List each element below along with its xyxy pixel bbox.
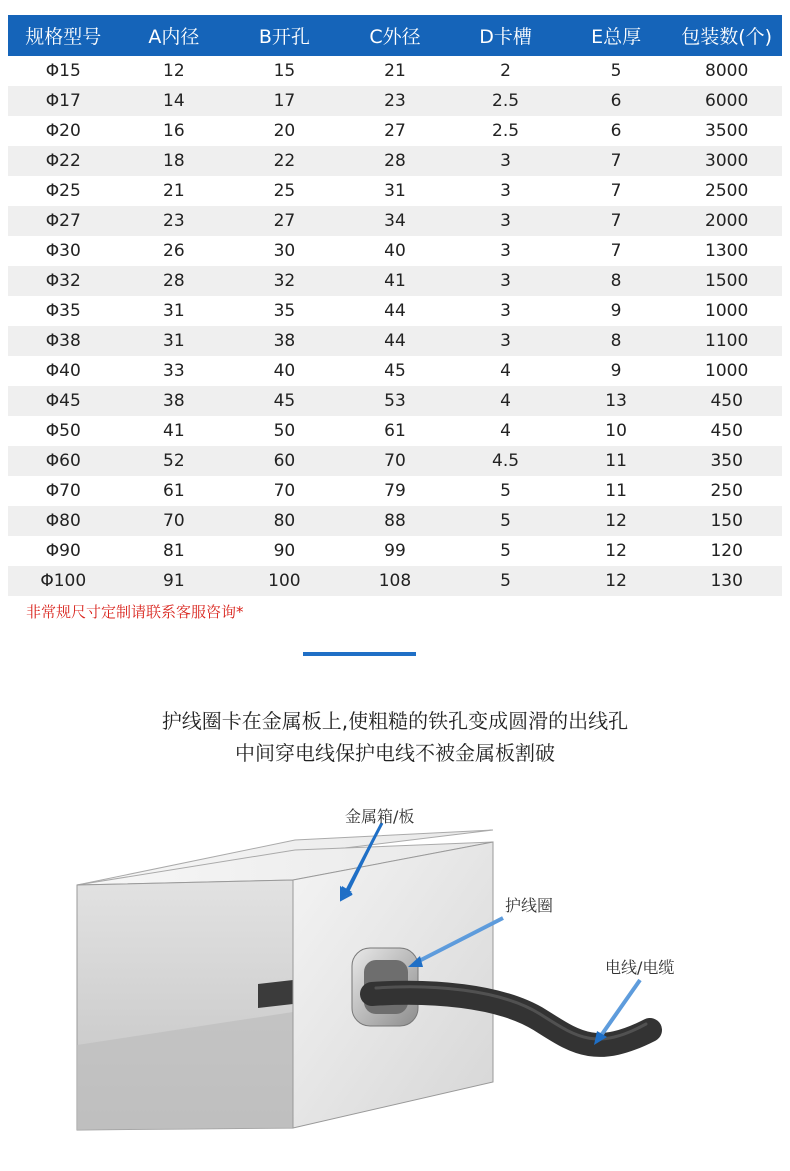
cable-rear-segment xyxy=(258,980,293,1008)
table-cell: 28 xyxy=(119,266,230,296)
table-cell: 79 xyxy=(384,481,406,501)
table-row xyxy=(8,386,782,416)
table-cell: 15 xyxy=(273,61,296,81)
table-cell: 3 xyxy=(450,146,561,176)
table-cell: 130 xyxy=(671,566,782,596)
table-cell: 40 xyxy=(384,241,406,261)
label-metal-box: 金属箱/板 xyxy=(345,807,415,826)
table-cell: 40 xyxy=(273,361,296,381)
table-cell: 108 xyxy=(340,566,451,596)
table-cell: 3000 xyxy=(671,146,782,176)
table-cell: 450 xyxy=(710,421,743,441)
table-cell: 80 xyxy=(229,506,340,536)
table-cell: 30 xyxy=(273,241,296,261)
table-cell: 2 xyxy=(500,61,511,81)
table-cell: 5 xyxy=(450,566,561,596)
table-cell: 7 xyxy=(610,181,622,201)
table-cell: 23 xyxy=(119,206,230,236)
table-cell: 7 xyxy=(561,146,672,176)
table-cell: 26 xyxy=(163,241,185,261)
table-cell: 13 xyxy=(561,386,672,416)
table-cell: 25 xyxy=(273,181,296,201)
table-cell: 3500 xyxy=(705,121,749,141)
table-cell: 1100 xyxy=(671,326,782,356)
table-cell: 8 xyxy=(561,326,672,356)
table-cell: 5 xyxy=(500,481,511,501)
table-cell: 7 xyxy=(610,241,622,261)
table-cell: 38 xyxy=(229,326,340,356)
table-cell: 70 xyxy=(273,481,296,501)
table-cell: 53 xyxy=(340,386,451,416)
table-row xyxy=(8,536,782,566)
table-cell: Φ38 xyxy=(8,326,119,356)
table-cell: 350 xyxy=(671,446,782,476)
table-row xyxy=(8,56,782,86)
table-cell: 70 xyxy=(340,446,451,476)
table-row xyxy=(8,266,782,296)
table-cell: 14 xyxy=(119,86,230,116)
table-cell: 60 xyxy=(229,446,340,476)
table-cell: 11 xyxy=(605,481,627,501)
table-cell: Φ80 xyxy=(8,506,119,536)
table-cell: 3 xyxy=(450,206,561,236)
headline-line-2: 中间穿电线保护电线不被金属板割破 xyxy=(235,741,555,765)
table-cell: 27 xyxy=(384,121,406,141)
table-cell: 61 xyxy=(384,421,406,441)
table-cell: 1000 xyxy=(705,301,749,321)
table-cell: 2.5 xyxy=(450,86,561,116)
table-cell: Φ100 xyxy=(8,566,119,596)
table-row xyxy=(8,416,782,446)
table-cell: 31 xyxy=(384,181,406,201)
table-row xyxy=(8,506,782,536)
table-cell: Φ15 xyxy=(45,61,81,81)
table-cell: 250 xyxy=(710,481,743,501)
table-row xyxy=(8,116,782,146)
table-cell: 5 xyxy=(610,61,622,81)
table-cell: 16 xyxy=(163,121,185,141)
table-body xyxy=(8,56,782,596)
table-cell: 2500 xyxy=(705,181,749,201)
table-cell: 28 xyxy=(340,146,451,176)
table-cell: Φ25 xyxy=(45,181,81,201)
label-grommet: 护线圈 xyxy=(505,896,554,915)
table-row xyxy=(8,476,782,506)
table-cell: Φ27 xyxy=(8,206,119,236)
table-cell: 4.5 xyxy=(450,446,561,476)
table-cell: 6 xyxy=(561,86,672,116)
table-cell: 81 xyxy=(163,541,185,561)
table-cell: 45 xyxy=(384,361,406,381)
table-row xyxy=(8,296,782,326)
table-header-row xyxy=(8,15,782,56)
table-cell: 11 xyxy=(561,446,672,476)
table-cell: 44 xyxy=(384,301,406,321)
table-row xyxy=(8,356,782,386)
column-header: E总厚 xyxy=(561,15,672,56)
table-cell: Φ32 xyxy=(8,266,119,296)
table-cell: 10 xyxy=(605,421,627,441)
table-cell: 8 xyxy=(561,266,672,296)
table-cell: 18 xyxy=(119,146,230,176)
table-cell: 23 xyxy=(340,86,451,116)
table-cell: 6000 xyxy=(671,86,782,116)
table-row xyxy=(8,326,782,356)
table-cell: 20 xyxy=(273,121,296,141)
table-cell: 17 xyxy=(229,86,340,116)
table-cell: 3 xyxy=(450,326,561,356)
table-row xyxy=(8,566,782,596)
column-header: D卡槽 xyxy=(450,15,561,56)
table-cell: 52 xyxy=(119,446,230,476)
table-cell: 7 xyxy=(561,206,672,236)
grommet-diagram xyxy=(0,790,790,1171)
table-row xyxy=(8,206,782,236)
table-cell: 450 xyxy=(671,386,782,416)
column-header: 规格型号 xyxy=(8,15,119,56)
table-cell: Φ30 xyxy=(45,241,81,261)
table-cell: 3 xyxy=(450,266,561,296)
table-cell: 31 xyxy=(163,301,185,321)
table-cell: 22 xyxy=(229,146,340,176)
table-cell: 31 xyxy=(119,326,230,356)
table-cell: 50 xyxy=(273,421,296,441)
table-cell: 1000 xyxy=(705,361,749,381)
table-cell: 38 xyxy=(119,386,230,416)
table-cell: 88 xyxy=(340,506,451,536)
label-cable: 电线/电缆 xyxy=(605,958,675,977)
table-cell: 9 xyxy=(610,301,622,321)
table-row xyxy=(8,236,782,266)
table-cell: 4 xyxy=(500,421,511,441)
table-cell: Φ17 xyxy=(8,86,119,116)
table-cell: 34 xyxy=(340,206,451,236)
spec-table xyxy=(8,15,782,596)
table-cell: 1500 xyxy=(671,266,782,296)
table-cell: 3 xyxy=(500,301,511,321)
table-cell: 12 xyxy=(561,566,672,596)
table-cell: 5 xyxy=(450,506,561,536)
table-row xyxy=(8,446,782,476)
table-cell: Φ70 xyxy=(45,481,81,501)
table-cell: 70 xyxy=(119,506,230,536)
table-cell: 8000 xyxy=(705,61,749,81)
table-cell: Φ22 xyxy=(8,146,119,176)
table-cell: 44 xyxy=(340,326,451,356)
table-cell: 6 xyxy=(610,121,622,141)
table-cell: 35 xyxy=(273,301,296,321)
custom-size-note: 非常规尺寸定制请联系客服咨询* xyxy=(26,603,244,621)
table-cell: 4 xyxy=(450,386,561,416)
table-cell: 12 xyxy=(163,61,185,81)
table-cell: 41 xyxy=(340,266,451,296)
table-row xyxy=(8,146,782,176)
column-header: B开孔 xyxy=(229,15,340,56)
table-cell: 3 xyxy=(500,241,511,261)
table-cell: 4 xyxy=(500,361,511,381)
table-cell: 27 xyxy=(229,206,340,236)
table-cell: 99 xyxy=(384,541,406,561)
table-cell: Φ45 xyxy=(8,386,119,416)
table-row xyxy=(8,176,782,206)
table-cell: 2000 xyxy=(671,206,782,236)
table-cell: 90 xyxy=(273,541,296,561)
table-cell: Φ90 xyxy=(45,541,81,561)
table-cell: 61 xyxy=(163,481,185,501)
table-cell: 33 xyxy=(163,361,185,381)
table-cell: 9 xyxy=(610,361,622,381)
table-cell: Φ40 xyxy=(45,361,81,381)
table-cell: Φ50 xyxy=(45,421,81,441)
column-header: A内径 xyxy=(119,15,230,56)
table-cell: 5 xyxy=(500,541,511,561)
table-cell: 1300 xyxy=(705,241,749,261)
table-cell: Φ35 xyxy=(45,301,81,321)
headline-line-1: 护线圈卡在金属板上,使粗糙的铁孔变成圆滑的出线孔 xyxy=(161,709,629,733)
table-cell: Φ20 xyxy=(45,121,81,141)
table-cell: 41 xyxy=(163,421,185,441)
table-cell: 12 xyxy=(605,541,627,561)
table-cell: Φ60 xyxy=(8,446,119,476)
table-cell: 150 xyxy=(671,506,782,536)
table-cell: 91 xyxy=(119,566,230,596)
table-cell: 100 xyxy=(229,566,340,596)
table-cell: 12 xyxy=(561,506,672,536)
table-cell: 2.5 xyxy=(492,121,520,141)
column-header: 包装数(个) xyxy=(671,15,782,56)
section-divider xyxy=(303,652,416,656)
table-row xyxy=(8,86,782,116)
table-cell: 45 xyxy=(229,386,340,416)
table-cell: 21 xyxy=(384,61,406,81)
table-cell: 32 xyxy=(229,266,340,296)
column-header: C外径 xyxy=(340,15,451,56)
table-cell: 120 xyxy=(710,541,743,561)
table-cell: 3 xyxy=(500,181,511,201)
table-cell: 21 xyxy=(163,181,185,201)
